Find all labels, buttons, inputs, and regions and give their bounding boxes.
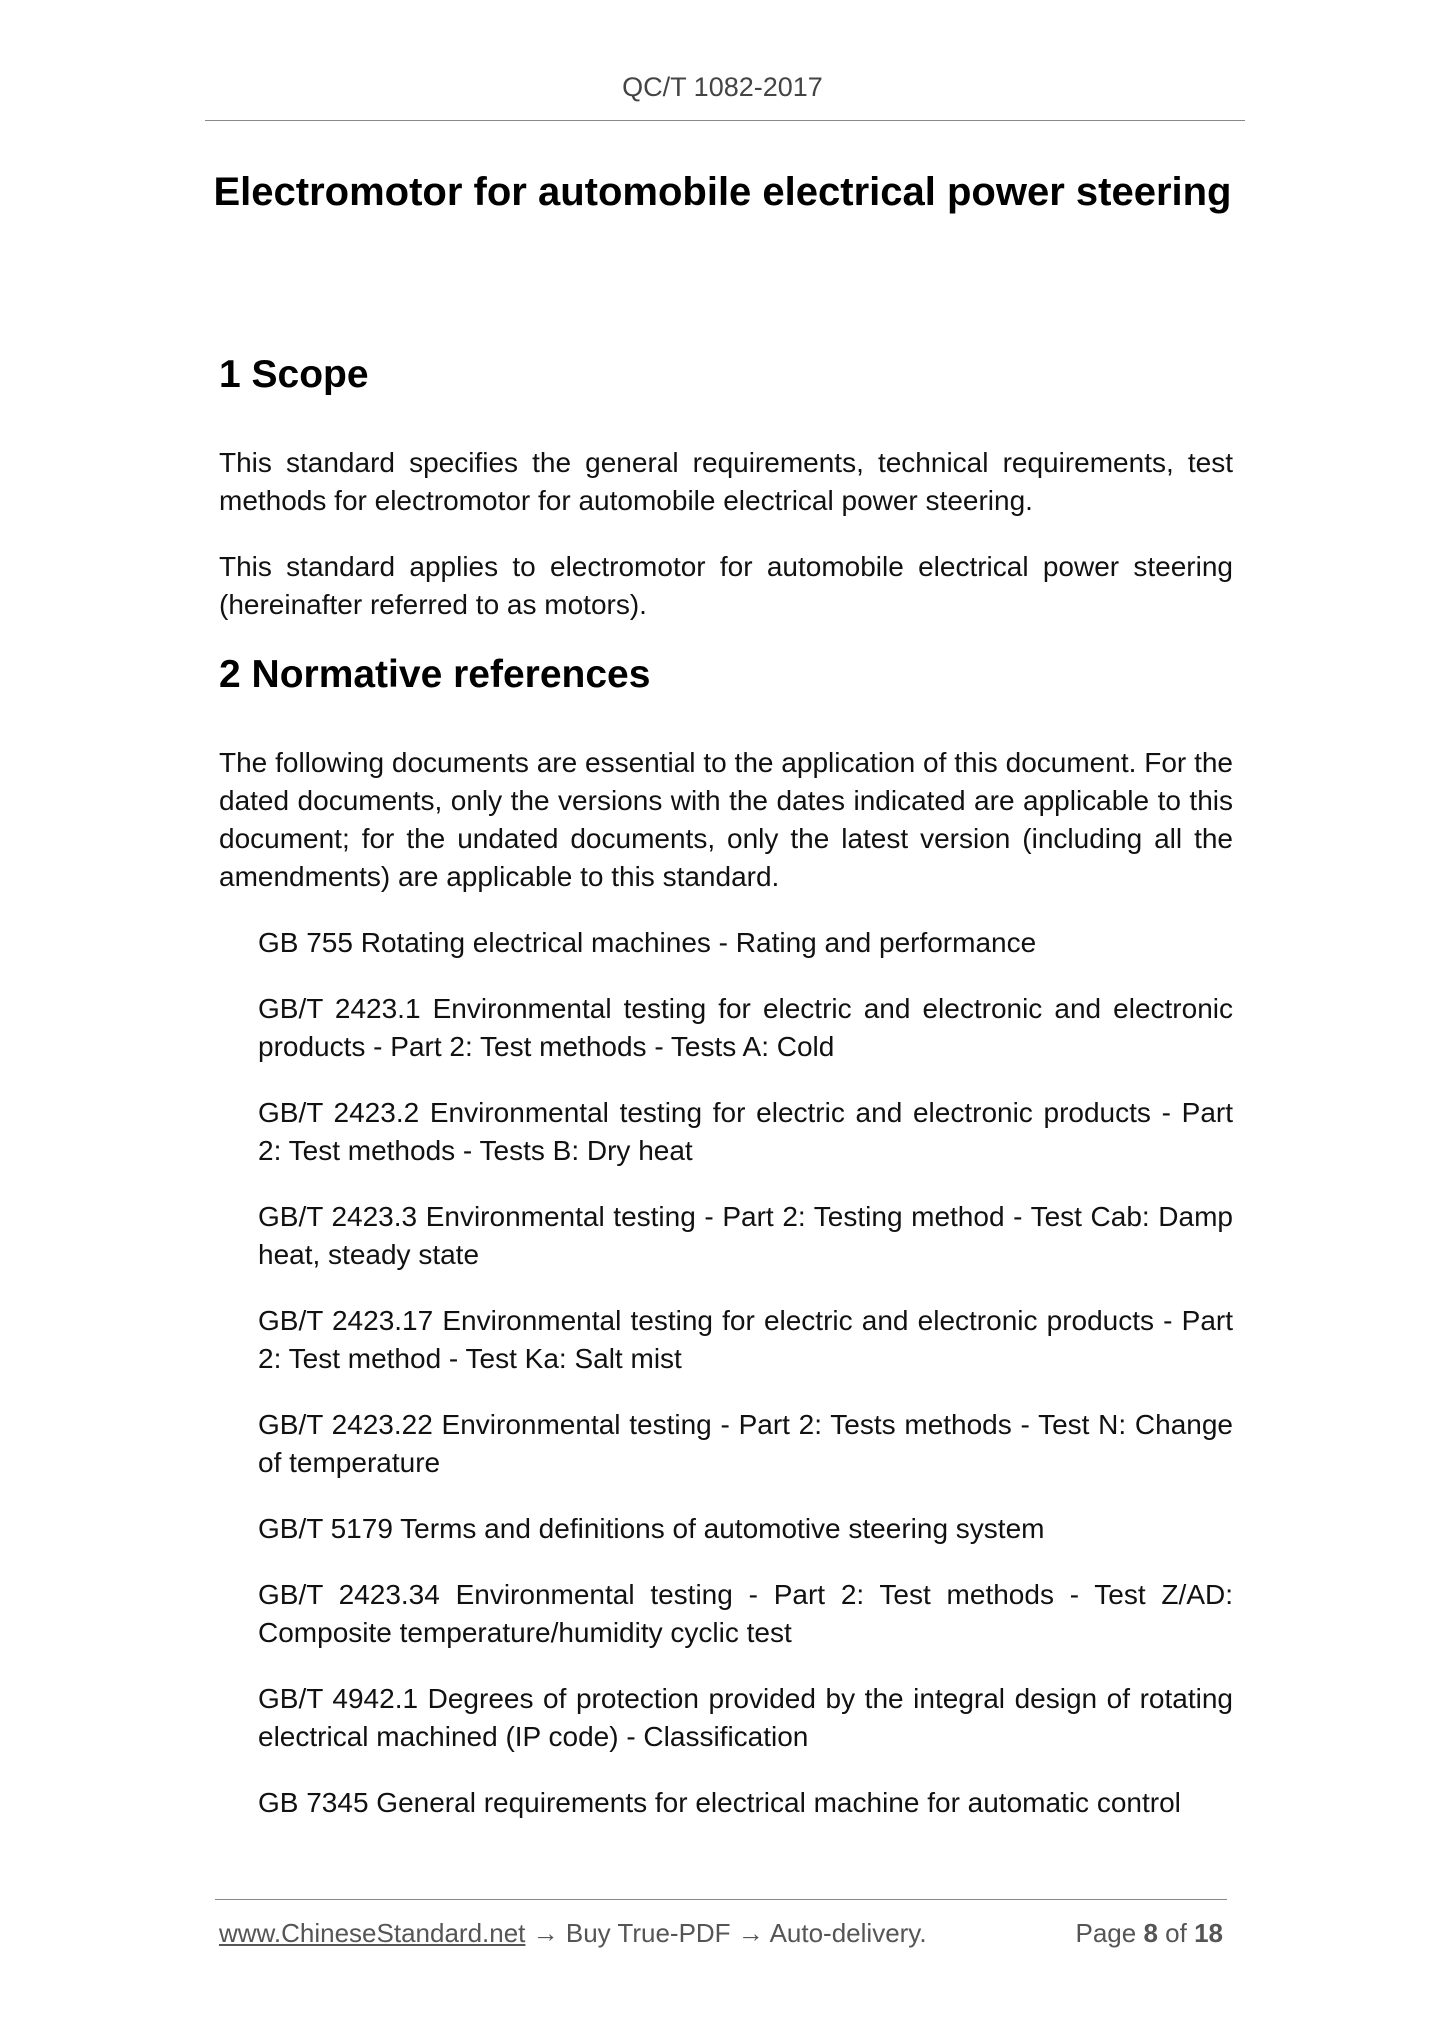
paragraph: This standard applies to electromotor for automobile electrical power steering (hereinafter referred to as motors).: [219, 551, 1233, 620]
header-divider: [205, 120, 1245, 121]
reference-item: GB/T 2423.1 Environmental testing for electric and electronic and electronic products - Part 2: Test methods - Tests A: Cold: [258, 993, 1233, 1062]
reference-item: GB/T 2423.3 Environmental testing - Part 2: Testing method - Test Cab: Damp heat, steady state: [258, 1201, 1233, 1270]
page-indicator: [1075, 1918, 1223, 1949]
reference-item: GB/T 5179 Terms and definitions of automotive steering system: [258, 1513, 1045, 1544]
page-total: 18: [1194, 1918, 1223, 1948]
paragraph: This standard specifies the general requirements, technical requirements, test methods for electromotor for automobile electrical power steering.: [219, 447, 1233, 516]
document-id-header: QC/T 1082-2017: [622, 72, 823, 102]
page-of: of: [1165, 1918, 1187, 1948]
reference-item: GB/T 2423.34 Environmental testing - Part 2: Test methods - Test Z/AD: Composite temperature/humidity cyclic test: [258, 1579, 1233, 1648]
reference-item: GB/T 4942.1 Degrees of protection provided by the integral design of rotating electrical machined (IP code) - Classification: [258, 1683, 1233, 1752]
section-heading-scope: 1 Scope: [219, 353, 369, 396]
reference-item: GB 7345 General requirements for electrical machine for automatic control: [258, 1787, 1181, 1818]
reference-item: GB/T 2423.22 Environmental testing - Part 2: Tests methods - Test N: Change of temperature: [258, 1409, 1233, 1478]
reference-item: GB 755 Rotating electrical machines - Rating and performance: [258, 927, 1037, 958]
page-footer: [219, 1918, 1223, 1949]
page-label: Page: [1075, 1918, 1137, 1948]
paragraph: The following documents are essential to the application of this document. For the dated documents, only the versions with the dates indicated are applicable to this document; for the undated documents, only the latest version (including all the amendments) are applicable to this standard.: [219, 747, 1233, 892]
section-heading-normative-references: 2 Normative references: [219, 653, 651, 696]
document-body: [219, 352, 1233, 1850]
document-title: Electromotor for automobile electrical power steering: [213, 170, 1232, 214]
footer-divider: [215, 1899, 1227, 1900]
reference-list: [219, 924, 1233, 1822]
website-link[interactable]: www.ChineseStandard.net: [219, 1918, 526, 1948]
reference-item: GB/T 2423.17 Environmental testing for electric and electronic products - Part 2: Test method - Test Ka: Salt mist: [258, 1305, 1233, 1374]
page-current: 8: [1143, 1918, 1158, 1948]
footer-tagline: → Buy True-PDF → Auto-delivery.: [525, 1918, 927, 1948]
reference-item: GB/T 2423.2 Environmental testing for electric and electronic products - Part 2: Test methods - Tests B: Dry heat: [258, 1097, 1233, 1166]
